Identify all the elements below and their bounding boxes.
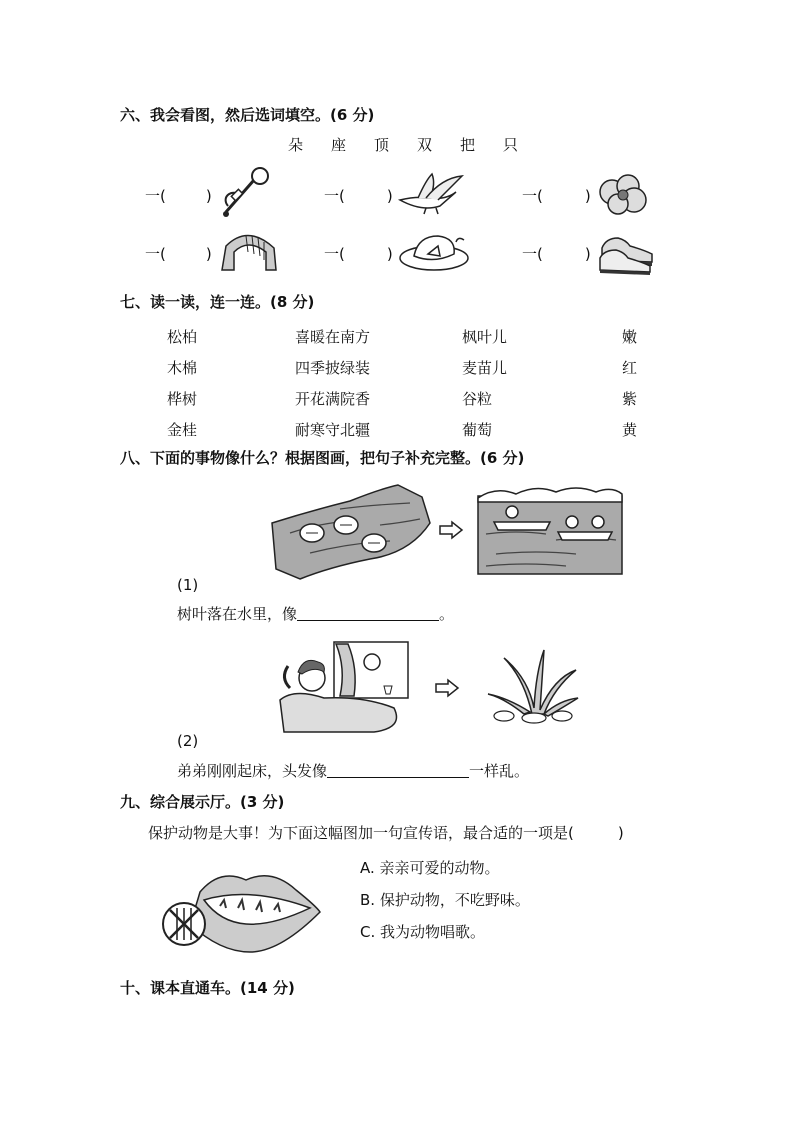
match-item[interactable]: 紫 — [622, 390, 638, 408]
match-col-things — [462, 322, 507, 446]
fill-blank-trumpet[interactable]: 一( ) — [145, 187, 212, 205]
fill-blank-bird[interactable]: 一( ) — [324, 187, 393, 205]
q2-sentence: 弟弟刚刚起床，头发像 一样乱。 — [177, 762, 530, 780]
match-col-colors — [622, 322, 637, 446]
option-c[interactable]: C. 我为动物唱歌。 — [360, 923, 486, 941]
option-b[interactable]: B. 保护动物，不吃野味。 — [360, 891, 530, 909]
arrow-right-icon — [438, 520, 464, 540]
boats-on-lake-image — [476, 484, 624, 576]
word-bank-item: 双 — [416, 136, 432, 154]
match-item[interactable]: 金桂 — [167, 421, 198, 439]
word-bank-item: 座 — [330, 136, 346, 154]
river-leaves-image — [270, 483, 430, 581]
match-item[interactable]: 枫叶儿 — [462, 328, 508, 346]
trumpet-icon — [220, 166, 270, 222]
section-8-title: 八、下面的事物像什么？根据图画，把句子补充完整。(6 分) — [120, 449, 525, 467]
sneakers-icon — [596, 228, 658, 276]
arrow-right-icon — [434, 678, 460, 698]
word-bank — [288, 134, 518, 155]
match-item[interactable]: 麦苗儿 — [462, 359, 508, 377]
q2-number: (2) — [177, 732, 199, 750]
word-bank-item: 只 — [502, 136, 518, 154]
match-item[interactable]: 木棉 — [167, 359, 198, 377]
section-10-title: 十、课本直通车。(14 分) — [120, 979, 295, 997]
fill-blank-shoes[interactable]: 一( ) — [522, 245, 591, 263]
match-item[interactable]: 红 — [622, 359, 638, 377]
q1-number: (1) — [177, 576, 199, 594]
match-item[interactable]: 葡萄 — [462, 421, 493, 439]
section-6-title: 六、我会看图，然后选词填空。(6 分) — [120, 106, 375, 124]
match-item[interactable]: 开花满院香 — [295, 390, 371, 408]
seagull-icon — [396, 170, 466, 214]
match-item[interactable]: 耐寒守北疆 — [295, 421, 371, 439]
q1-answer-blank[interactable] — [297, 605, 439, 621]
word-bank-item: 把 — [459, 136, 475, 154]
arch-bridge-icon — [218, 226, 280, 274]
q1-sentence: 树叶落在水里，像 。 — [177, 605, 455, 623]
match-item[interactable]: 松柏 — [167, 328, 198, 346]
boy-waking-up-image — [274, 638, 414, 734]
word-bank-item: 顶 — [373, 136, 389, 154]
match-item[interactable]: 谷粒 — [462, 390, 493, 408]
fill-blank-flower[interactable]: 一( ) — [522, 187, 591, 205]
match-item[interactable]: 嫩 — [622, 328, 638, 346]
s9-options — [360, 852, 530, 948]
match-item[interactable]: 桦树 — [167, 390, 198, 408]
section-9-title: 九、综合展示厅。(3 分) — [120, 793, 285, 811]
no-wild-animal-eating-image — [160, 862, 326, 954]
fill-blank-bridge[interactable]: 一( ) — [145, 245, 212, 263]
section-7-title: 七、读一读，连一连。(8 分) — [120, 293, 315, 311]
grass-clump-image — [484, 648, 580, 724]
option-a[interactable]: A. 亲亲可爱的动物。 — [360, 859, 500, 877]
fill-blank-hat[interactable]: 一( ) — [324, 245, 393, 263]
match-col-traits — [295, 322, 370, 446]
word-bank-item: 朵 — [288, 136, 304, 154]
sun-hat-icon — [398, 232, 472, 272]
match-item[interactable]: 四季披绿装 — [295, 359, 371, 377]
match-col-trees — [167, 322, 197, 446]
match-item[interactable]: 黄 — [622, 421, 638, 439]
flower-icon — [596, 174, 650, 216]
match-item[interactable]: 喜暖在南方 — [295, 328, 371, 346]
s9-question: 保护动物是大事！为下面这幅图加一句宣传语，最合适的一项是( ) — [148, 824, 624, 842]
q2-answer-blank[interactable] — [327, 762, 469, 778]
